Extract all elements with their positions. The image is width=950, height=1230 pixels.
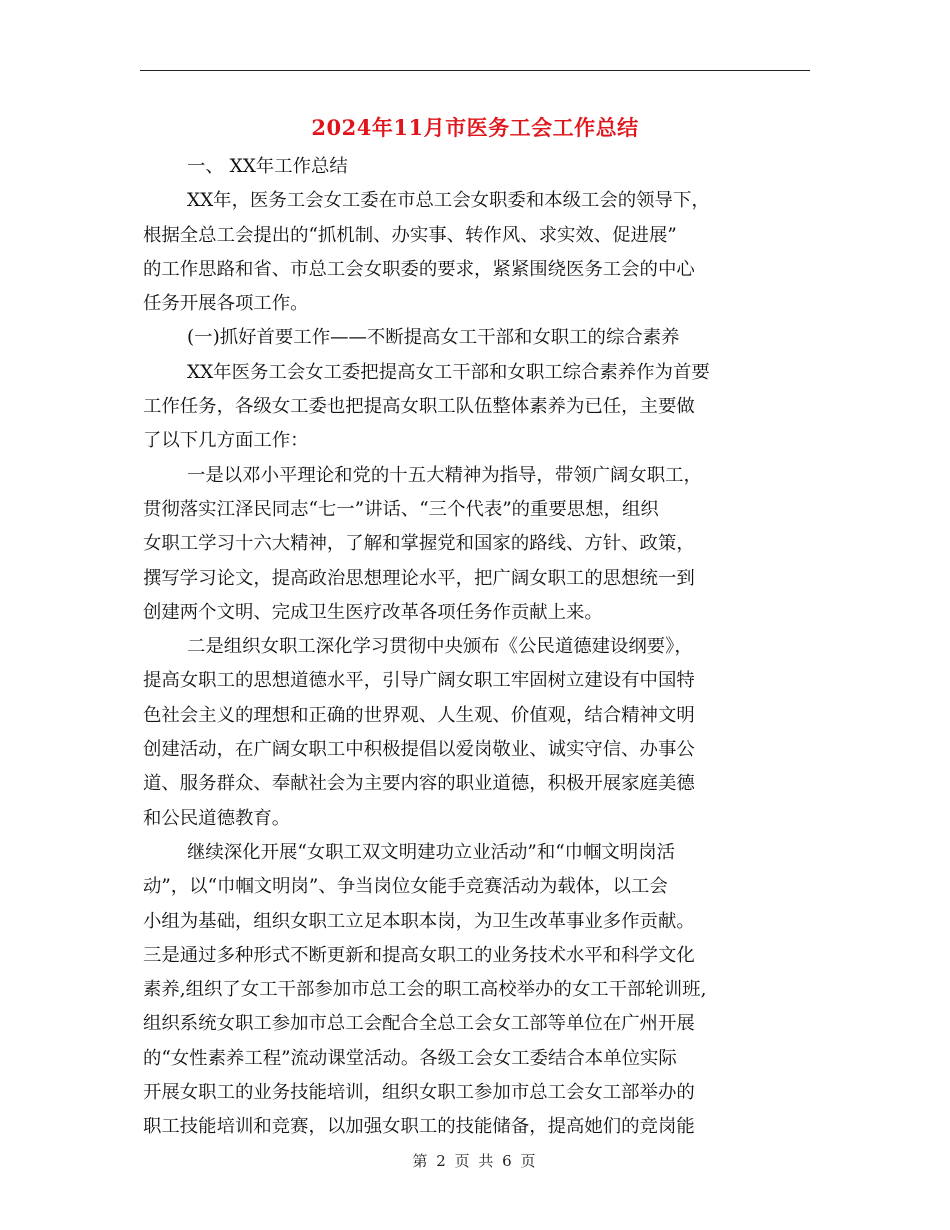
text-line: 撰写学习论文，提高政治思想理论水平，把广阔女职工的思想统一到 bbox=[143, 567, 695, 589]
text-line: 一是以邓小平理论和党的十五大精神为指导，带领广阔女职工， bbox=[187, 464, 702, 486]
text-line: 的“女性素养工程”流动课堂活动。各级工会女工委结合本单位实际 bbox=[143, 1047, 677, 1069]
text-line: XX年医务工会女工委把提高女工干部和女职工综合素养作为首要 bbox=[187, 361, 710, 383]
text-line: 和公民道德教育。 bbox=[143, 807, 291, 829]
text-line: (一)抓好首要工作——不断提高女工干部和女职工的综合素养 bbox=[187, 327, 680, 349]
document-body bbox=[143, 150, 811, 1145]
text-line: 素养,组织了女工干部参加市总工会的职工高校举办的女工干部轮训班, bbox=[143, 979, 707, 1001]
text-line: 小组为基础，组织女职工立足本职本岗，为卫生改革事业多作贡献。 bbox=[143, 910, 695, 932]
page-footer: 第 2 页 共 6 页 bbox=[412, 1152, 538, 1170]
text-line: 贯彻落实江泽民同志“七一”讲话、“三个代表”的重要思想，组织 bbox=[143, 498, 659, 520]
text-line: 提高女职工的思想道德水平，引导广阔女职工牢固树立建设有中国特 bbox=[143, 670, 695, 692]
text-line: 任务开展各项工作。 bbox=[143, 293, 309, 315]
text-line: 职工技能培训和竞赛，以加强女职工的技能储备，提高她们的竞岗能 bbox=[143, 1116, 695, 1138]
text-line: 根据全总工会提出的“抓机制、办实事、转作风、求实效、促进展” bbox=[143, 224, 677, 246]
document-title: 2024年11月市医务工会工作总结 bbox=[311, 115, 639, 140]
text-line: 动”，以“巾帼文明岗”、争当岗位女能手竞赛活动为载体，以工会 bbox=[143, 876, 668, 898]
text-line: 组织系统女职工参加市总工会配合全总工会女工部等单位在广州开展 bbox=[143, 1013, 695, 1035]
text-line: 了以下几方面工作： bbox=[143, 430, 309, 452]
header-rule bbox=[140, 70, 810, 71]
text-line: 的工作思路和省、市总工会女职委的要求，紧紧围绕医务工会的中心 bbox=[143, 258, 695, 280]
text-line: 开展女职工的业务技能培训，组织女职工参加市总工会女工部举办的 bbox=[143, 1082, 695, 1104]
text-line: 女职工学习十六大精神，了解和掌握党和国家的路线、方针、政策， bbox=[143, 533, 695, 555]
text-line: XX年，医务工会女工委在市总工会女职委和本级工会的领导下， bbox=[187, 190, 710, 212]
text-line: 二是组织女职工深化学习贯彻中央颁布《公民道德建设纲要》， bbox=[187, 636, 693, 658]
text-line: 三是通过多种形式不断更新和提高女职工的业务技术水平和科学文化 bbox=[143, 944, 695, 966]
text-line: 继续深化开展“女职工双文明建功立业活动”和“巾帼文明岗活 bbox=[187, 841, 675, 863]
text-line: 工作任务，各级女工委也把提高女职工队伍整体素养为已任，主要做 bbox=[143, 396, 695, 418]
text-line: 一、 XX年工作总结 bbox=[187, 156, 348, 177]
text-line: 创建两个文明、完成卫生医疗改革各项任务作贡献上来。 bbox=[143, 601, 603, 623]
text-line: 创建活动，在广阔女职工中积极提倡以爱岗敬业、诚实守信、办事公 bbox=[143, 739, 695, 761]
text-line: 色社会主义的理想和正确的世界观、人生观、价值观，结合精神文明 bbox=[143, 704, 695, 726]
text-line: 道、服务群众、奉献社会为主要内容的职业道德，积极开展家庭美德 bbox=[143, 773, 695, 795]
